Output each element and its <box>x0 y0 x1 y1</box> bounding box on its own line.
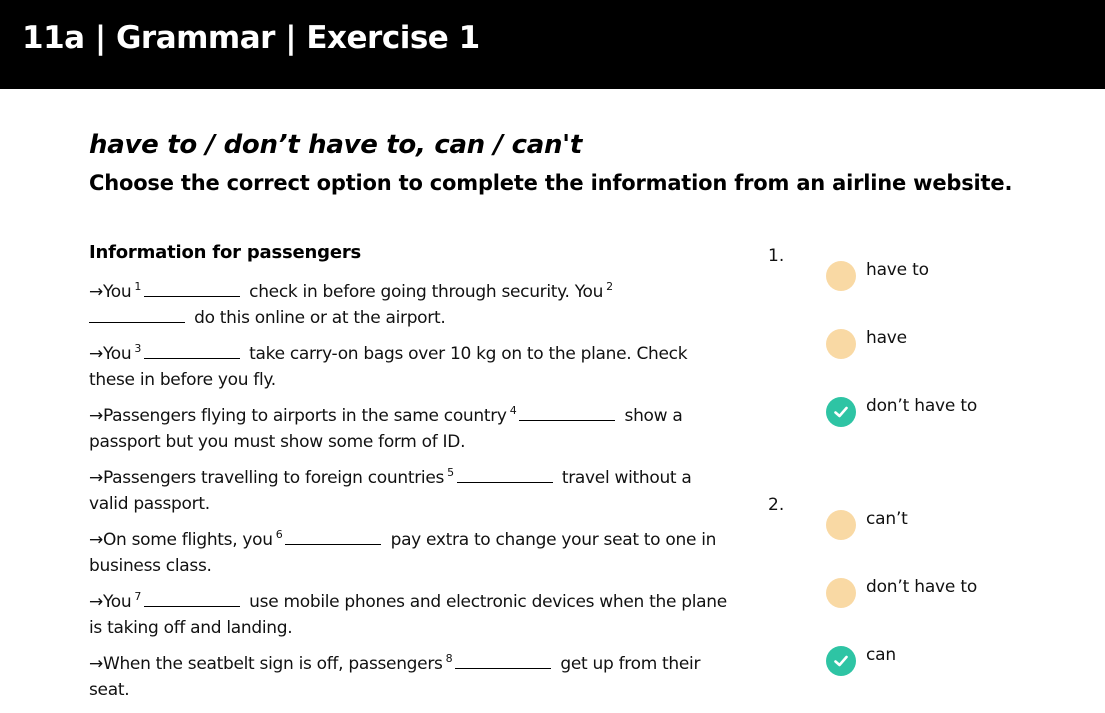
arrow-icon: → <box>89 530 103 550</box>
answer-gap-7[interactable] <box>144 593 240 607</box>
item-text: Passengers travelling to foreign countries <box>102 468 445 488</box>
gap-number: 6 <box>275 528 283 541</box>
passage-item-3 <box>89 403 729 455</box>
question-number-1: 1. <box>768 246 785 266</box>
option-q1-have[interactable] <box>826 329 907 359</box>
gap-number: 1 <box>134 280 142 293</box>
answer-gap-3[interactable] <box>144 345 240 359</box>
option-q2-dont-have-to[interactable] <box>826 578 977 608</box>
item-text: pay extra to change your seat to one in business class. <box>89 530 717 576</box>
item-text: check in before going through security. You <box>244 282 604 302</box>
arrow-icon: → <box>89 468 103 488</box>
option-label: don’t have to <box>866 396 978 416</box>
arrow-icon: → <box>89 406 103 426</box>
item-text: show a passport but you must show some form of ID. <box>89 406 683 452</box>
passage-item-5 <box>89 527 729 579</box>
answer-gap-8[interactable] <box>455 655 551 669</box>
option-label: have to <box>866 260 929 280</box>
answer-gap-2[interactable] <box>89 309 185 323</box>
passage-item-7 <box>89 651 729 703</box>
passage-item-1 <box>89 279 729 331</box>
answer-gap-5[interactable] <box>457 469 553 483</box>
arrow-icon: → <box>89 282 103 302</box>
arrow-icon: → <box>89 654 103 674</box>
check-icon <box>832 403 850 421</box>
radio-circle[interactable] <box>826 578 856 608</box>
item-text: You <box>102 344 132 364</box>
option-q2-can[interactable] <box>826 646 896 676</box>
item-text: travel without a valid passport. <box>89 468 692 514</box>
radio-circle-selected[interactable] <box>826 397 856 427</box>
option-label: can <box>866 645 896 665</box>
option-label: can’t <box>866 509 908 529</box>
item-text: Passengers flying to airports in the same country <box>102 406 507 426</box>
exercise-subtitle: have to / don’t have to, can / can't <box>89 130 582 160</box>
item-text: get up from their seat. <box>89 654 701 700</box>
item-text: When the seatbelt sign is off, passengers <box>102 654 443 674</box>
answer-gap-1[interactable] <box>144 283 240 297</box>
option-label: don’t have to <box>866 577 978 597</box>
arrow-icon: → <box>89 592 103 612</box>
page-title: 11a | Grammar | Exercise 1 <box>22 20 480 56</box>
radio-circle[interactable] <box>826 510 856 540</box>
radio-circle[interactable] <box>826 329 856 359</box>
passage-items <box>89 279 729 713</box>
item-text: do this online or at the airport. <box>189 308 446 328</box>
item-text: use mobile phones and electronic devices when the plane is taking off and landing. <box>89 592 727 638</box>
option-q1-dont-have-to[interactable] <box>826 397 977 427</box>
gap-number: 8 <box>445 652 453 665</box>
gap-number: 2 <box>606 280 613 293</box>
arrow-icon: → <box>89 344 103 364</box>
item-text: You <box>102 592 132 612</box>
passage-heading: Information for passengers <box>89 242 362 263</box>
check-icon <box>832 652 850 670</box>
option-q1-have-to[interactable] <box>826 261 929 291</box>
gap-number: 7 <box>134 590 142 603</box>
page-header <box>0 0 1105 89</box>
option-label: have <box>866 328 907 348</box>
radio-circle-selected[interactable] <box>826 646 856 676</box>
exercise-instruction: Choose the correct option to complete the information from an airline website. <box>89 171 1013 195</box>
passage-item-2 <box>89 341 729 393</box>
item-text: On some flights, you <box>102 530 273 550</box>
item-text: take carry-on bags over 10 kg on to the plane. Check these in before you fly. <box>89 344 688 390</box>
answer-gap-4[interactable] <box>519 407 615 421</box>
question-number-2: 2. <box>768 495 785 515</box>
radio-circle[interactable] <box>826 261 856 291</box>
answer-gap-6[interactable] <box>285 531 381 545</box>
gap-number: 5 <box>447 466 454 479</box>
passage-item-4 <box>89 465 729 517</box>
item-text: You <box>102 282 132 302</box>
gap-number: 3 <box>134 342 142 355</box>
option-q2-cant[interactable] <box>826 510 908 540</box>
passage-item-6 <box>89 589 729 641</box>
gap-number: 4 <box>509 404 517 417</box>
